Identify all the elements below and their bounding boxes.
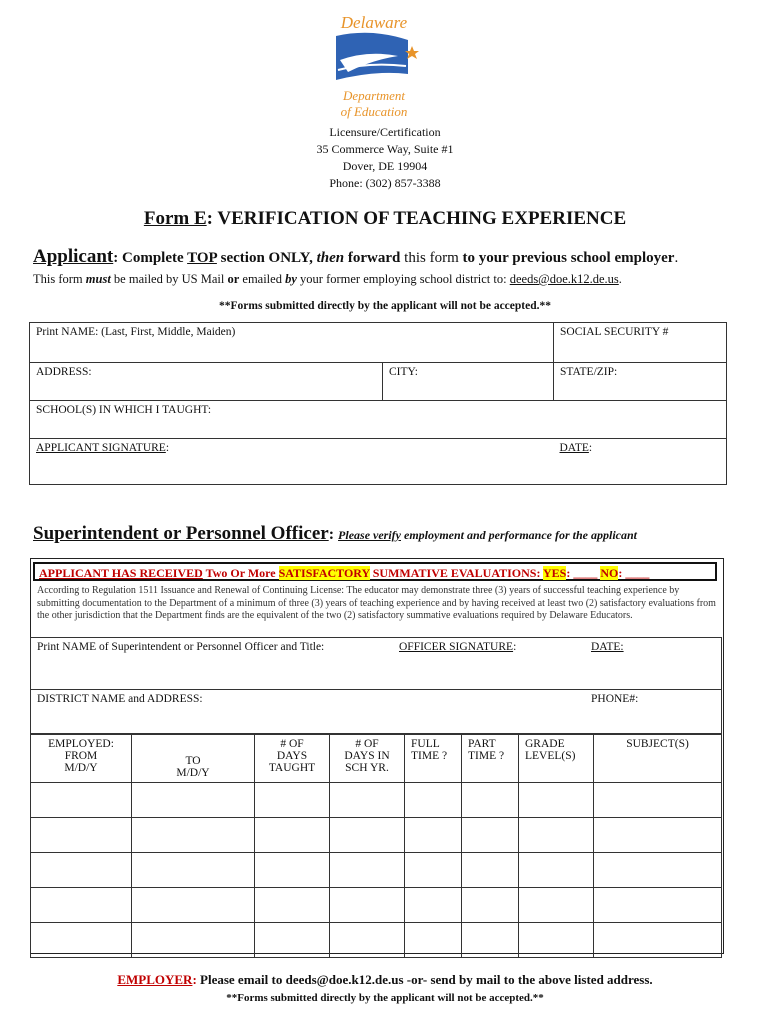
table-cell[interactable]	[405, 783, 462, 818]
name-field[interactable]	[30, 323, 554, 363]
table-cell[interactable]	[405, 818, 462, 853]
city-label: CITY:	[389, 366, 418, 378]
text: FROM	[64, 750, 98, 762]
text: FULL	[411, 738, 440, 750]
address-line: Licensure/Certification	[329, 125, 441, 139]
table-cell[interactable]	[132, 818, 255, 853]
delaware-doe-logo	[328, 10, 420, 122]
city-field[interactable]	[383, 363, 554, 401]
col-full-time	[405, 735, 462, 783]
table-cell[interactable]	[405, 853, 462, 888]
text: DAYS	[276, 750, 308, 762]
superintendent-heading	[33, 523, 637, 545]
applicant-signature-field[interactable]	[30, 439, 554, 485]
text-please-verify: Please verify	[338, 528, 401, 542]
form-title-rest: : VERIFICATION OF TEACHING EXPERIENCE	[206, 208, 627, 229]
office-address	[0, 124, 770, 192]
table-cell[interactable]	[132, 888, 255, 923]
table-cell[interactable]	[405, 923, 462, 958]
text: this form	[400, 250, 463, 266]
text-forward: forward	[344, 250, 401, 266]
text: # OF	[280, 738, 304, 750]
district-field[interactable]	[31, 690, 586, 734]
table-cell[interactable]	[31, 923, 132, 958]
text: TIME ?	[468, 750, 505, 762]
table-cell[interactable]	[330, 783, 405, 818]
text-then: then	[312, 250, 345, 266]
table-cell[interactable]	[255, 888, 330, 923]
text: emailed	[239, 272, 286, 286]
text: DAYS IN	[344, 750, 390, 762]
text: # OF	[355, 738, 379, 750]
col-days-in-school-year	[330, 735, 405, 783]
employment-table	[30, 734, 722, 958]
applicant-date-field[interactable]	[554, 439, 727, 485]
form-title-prefix: Form E	[143, 208, 207, 229]
text: M/D/Y	[176, 767, 210, 779]
address-line: Dover, DE 19904	[342, 159, 428, 173]
col-subjects	[594, 735, 722, 783]
table-cell[interactable]	[594, 783, 722, 818]
table-cell[interactable]	[330, 923, 405, 958]
text: M/D/Y	[64, 762, 98, 774]
text: :	[165, 442, 170, 454]
mail-instructions	[33, 272, 622, 287]
table-cell[interactable]	[132, 853, 255, 888]
table-cell[interactable]	[330, 853, 405, 888]
logo-text-bottom-2: of Education	[340, 104, 408, 119]
applicant-label: Applicant	[33, 246, 114, 267]
table-cell[interactable]	[519, 853, 594, 888]
col-to	[132, 735, 255, 783]
table-cell[interactable]	[31, 853, 132, 888]
table-cell[interactable]	[519, 923, 594, 958]
table-cell[interactable]	[132, 923, 255, 958]
table-cell[interactable]	[462, 818, 519, 853]
table-cell[interactable]	[462, 783, 519, 818]
text: TAUGHT	[268, 762, 316, 774]
yes-option[interactable]: YES	[543, 566, 567, 580]
table-cell[interactable]	[462, 853, 519, 888]
text: :	[192, 972, 197, 987]
table-row	[31, 783, 722, 818]
text: : ____	[618, 566, 650, 580]
table-cell[interactable]	[255, 923, 330, 958]
table-row	[31, 888, 722, 923]
officer-name-field[interactable]	[31, 638, 394, 690]
employment-header-row	[31, 735, 722, 783]
text-or: or	[227, 272, 240, 286]
officer-fields-table	[30, 637, 722, 734]
date-label: DATE	[559, 442, 589, 454]
text-only: ONLY,	[268, 250, 313, 266]
officer-date-field[interactable]	[585, 638, 722, 690]
text: EMPLOYED:	[48, 738, 114, 750]
table-row	[31, 818, 722, 853]
phone-field[interactable]	[585, 690, 722, 734]
table-cell[interactable]	[31, 783, 132, 818]
text: to your previous school employer	[462, 250, 675, 266]
footer-notice: **Forms submitted directly by the applicant will not be accepted.**	[226, 992, 544, 1004]
table-row	[31, 853, 722, 888]
table-cell[interactable]	[462, 923, 519, 958]
text: your former employing school district to:	[296, 272, 510, 286]
text: SCH YR.	[345, 762, 389, 774]
table-cell[interactable]	[132, 783, 255, 818]
table-cell[interactable]	[330, 818, 405, 853]
text: Two Or More	[202, 566, 279, 580]
table-cell[interactable]	[31, 888, 132, 923]
table-cell[interactable]	[255, 818, 330, 853]
evaluation-bar	[33, 562, 717, 581]
text: : ____	[566, 566, 601, 580]
table-cell[interactable]	[255, 853, 330, 888]
address-field[interactable]	[30, 363, 383, 401]
text: be mailed by US Mail	[110, 272, 228, 286]
officer-signature-label: OFFICER SIGNATURE	[399, 641, 514, 653]
address-line: 35 Commerce Way, Suite #1	[316, 142, 454, 156]
applicant-fields-table	[29, 322, 727, 485]
employer-instructions	[0, 972, 770, 988]
logo-text-bottom-1: Department	[342, 88, 406, 103]
col-part-time	[462, 735, 519, 783]
form-title	[0, 208, 770, 230]
text: TO	[185, 755, 201, 767]
text: LEVEL(S)	[525, 750, 576, 762]
text: employment and performance for the applicant	[401, 528, 637, 542]
district-label: DISTRICT NAME and ADDRESS:	[37, 693, 203, 705]
employer-label: EMPLOYER	[117, 972, 193, 987]
table-cell[interactable]	[594, 818, 722, 853]
ssn-field[interactable]	[554, 323, 727, 363]
text: GRADE	[525, 738, 565, 750]
table-cell[interactable]	[462, 888, 519, 923]
email-link[interactable]: deeds@doe.k12.de.us	[509, 272, 619, 286]
text: SUMMATIVE EVALUATIONS:	[369, 566, 543, 580]
officer-signature-field[interactable]	[393, 638, 585, 690]
text: : Complete	[113, 250, 188, 266]
schools-label: SCHOOL(S) IN WHICH I TAUGHT:	[36, 404, 212, 416]
text: TIME ?	[411, 750, 448, 762]
table-cell[interactable]	[405, 888, 462, 923]
table-row	[31, 923, 722, 958]
table-cell[interactable]	[594, 923, 722, 958]
col-days-taught	[255, 735, 330, 783]
text-top: TOP	[187, 250, 217, 266]
ssn-label: SOCIAL SECURITY #	[560, 326, 669, 338]
state-zip-field[interactable]	[554, 363, 727, 401]
table-cell[interactable]	[330, 888, 405, 923]
address-line: Phone: (302) 857-3388	[329, 176, 441, 190]
regulation-text: According to Regulation 1511 Issuance and Renewal of Continuing License: The educator may demonstrate three (3) years of successful teaching experience by submitting documentation to the Department of a minimum of three (3) years of teaching experience and by having received at least two (2) satisfactory evaluations from the other jurisdiction that the Department finds are the equivalent of the two (2) satisfactory summative evaluations required by Delaware Educators.	[37, 585, 716, 621]
table-cell[interactable]	[594, 853, 722, 888]
text: .	[618, 272, 622, 286]
text-must: must	[85, 272, 111, 286]
table-cell[interactable]	[594, 888, 722, 923]
table-cell[interactable]	[519, 818, 594, 853]
text: section	[216, 250, 269, 266]
col-grade-levels	[519, 735, 594, 783]
signature-label: APPLICANT SIGNATURE	[36, 442, 166, 454]
officer-name-label: Print NAME of Superintendent or Personnel Officer and Title:	[37, 641, 325, 653]
col-employed-from	[31, 735, 132, 783]
text-satisfactory: SATISFACTORY	[278, 566, 370, 580]
applicant-instructions	[33, 246, 678, 268]
name-label: Print NAME: (Last, First, Middle, Maiden)	[36, 326, 236, 338]
text: This form	[33, 272, 86, 286]
text: APPLICANT HAS RECEIVED	[39, 566, 203, 580]
address-label: ADDRESS:	[36, 366, 92, 378]
applicant-notice: **Forms submitted directly by the applicant will not be accepted.**	[219, 300, 551, 312]
table-cell[interactable]	[255, 783, 330, 818]
text: .	[674, 250, 679, 266]
text: Please email to deeds@doe.k12.de.us -or- send by mail to the above listed address.	[196, 972, 653, 987]
text: :	[588, 442, 593, 454]
officer-date-label: DATE:	[591, 641, 624, 653]
text-by: by	[285, 272, 297, 286]
text: :	[328, 526, 335, 543]
logo-text-top: Delaware	[340, 13, 408, 32]
no-option[interactable]: NO	[600, 566, 619, 580]
state-zip-label: STATE/ZIP:	[560, 366, 618, 378]
phone-label: PHONE#:	[591, 693, 639, 705]
text: :	[513, 641, 517, 653]
table-cell[interactable]	[519, 783, 594, 818]
table-cell[interactable]	[31, 818, 132, 853]
superintendent-label: Superintendent or Personnel Officer	[33, 523, 329, 544]
text: PART	[468, 738, 496, 750]
table-cell[interactable]	[519, 888, 594, 923]
schools-field[interactable]	[30, 401, 727, 439]
text: SUBJECT(S)	[626, 738, 689, 750]
